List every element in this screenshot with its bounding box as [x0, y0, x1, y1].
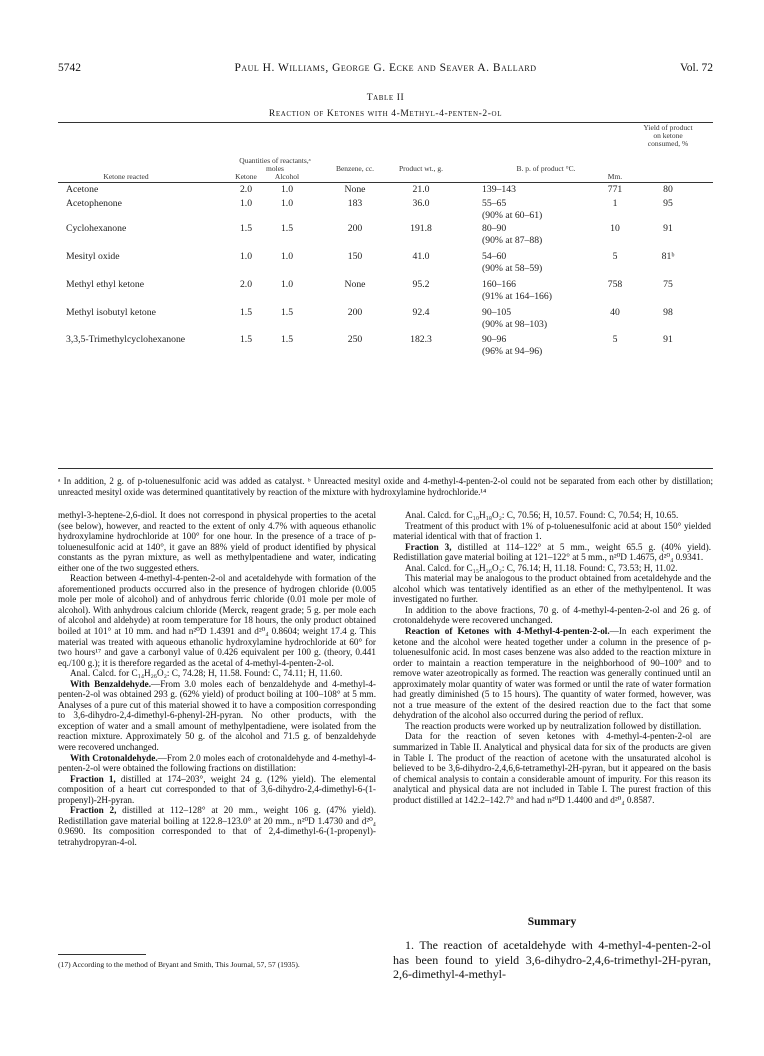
- left-para-7: [58, 805, 376, 847]
- cell-ketone-moles: 1.0: [239, 198, 253, 209]
- fraction1-text: distilled at 174–203°, weight 24 g. (12% yield). The elemental composition of a heart cut corresponded to that of 3,6-dihydro-2,4-dimethyl-6-(1-propenyl)-2H-pyran.: [58, 773, 376, 805]
- th-product: Product wt., g.: [399, 164, 443, 173]
- cell-yield: 81ᵇ: [661, 251, 675, 262]
- cell-benzene: 150: [347, 251, 363, 262]
- cell-ketone: Cyclohexanone: [66, 223, 127, 234]
- summary-section: [393, 938, 711, 982]
- th-q-alcohol: Alcohol: [274, 172, 300, 181]
- ketones-text: —In each experiment the ketone and the alcohol were heated together under a column in the presence of p-toluenesulfonic acid. In most cases benzene was also added to the reaction mixture in order to maintain a reaction temperature in the neighborhood of 90–100° and to remove water azeotropically as formed. The reaction was generally continued until an approximately molar quantity of water was formed or until the rate of water formation had greatly diminished (5 to 15 hours). The quantity of water formed, however, was not a true measure of the extent of the desired reaction due to the fact that some dehydration of the alcohol also occurred during the period of reflux.: [393, 626, 712, 721]
- benzaldehyde-text: —From 3.0 moles each of benzaldehyde and 4-methyl-4-penten-2-ol was obtained 293 g. (62% yield) of product boiling at 100–108° at 5 mm. Analyses of a pure cut of this material showed it to have a composition corresponding to 3,6-dihydro-2,4-dimethyl-6-phenyl-2H-pyran. No other products, with the exception of water and a small amount of methylpentadiene, were isolated from the reaction mixture. Approximately 50 g. of the alcohol and 71.5 g. of benzaldehyde were recovered unchanged.: [58, 678, 376, 753]
- cell-bp-fraction: (90% at 60–61): [482, 210, 543, 221]
- left-para-6: [58, 774, 376, 806]
- cell-product-wt: 36.0: [412, 198, 430, 209]
- th-benzene: Benzene, cc.: [335, 164, 375, 173]
- table-header-rule: [58, 182, 713, 183]
- right-column: [393, 510, 711, 805]
- cell-ketone: Methyl ethyl ketone: [66, 279, 145, 290]
- cell-benzene: 250: [347, 334, 363, 345]
- cell-product-wt: 191.8: [410, 223, 432, 234]
- fraction2-heading: Fraction 2,: [70, 805, 117, 816]
- cell-ketone-moles: 1.0: [239, 251, 253, 262]
- cell-yield: 75: [663, 279, 673, 290]
- fraction2-text: distilled at 112–128° at 20 mm., weight 106 g. (47% yield). Redistillation gave material boiling at 122.8–123.0° at 20 mm., n²⁰D 1.4730 and d²⁰₄ 0.9690. Its composition corresponded to that of 2,4-dimethyl-6-(1-propenyl)-tetrahydropyran-4-ol.: [58, 805, 376, 847]
- crotonaldehyde-text: —From 2.0 moles each of crotonaldehyde and 4-methyl-4-penten-2-ol were obtained the following fractions on distillation:: [58, 752, 376, 774]
- cell-mm: 1: [612, 198, 618, 209]
- cell-bp-fraction: (90% at 58–59): [482, 263, 543, 274]
- cell-bp-fraction: (90% at 87–88): [482, 235, 543, 246]
- cell-ketone: Acetophenone: [66, 198, 122, 209]
- fraction3-text: distilled at 114–122° at 5 mm., weight 65.5 g. (40% yield). Redistillation gave material boiling at 121–122° at 5 mm., n²⁰D 1.4675, d²⁰₄ 0.9341.: [393, 541, 711, 563]
- right-para-2: Treatment of this product with 1% of p-toluenesulfonic acid at about 150° yielded material identical with that of fraction 1.: [393, 520, 711, 542]
- cell-bp: 139–143: [482, 184, 516, 195]
- cell-ketone: Methyl isobutyl ketone: [66, 307, 156, 318]
- cell-product-wt: 182.3: [410, 334, 432, 345]
- cell-mm: 5: [612, 251, 618, 262]
- cell-alcohol-moles: 1.0: [280, 251, 294, 262]
- th-yield: Yield of product on ketone consumed, %: [643, 123, 693, 149]
- th-q-ketone: Ketone: [235, 172, 257, 181]
- page-number: 5742: [58, 62, 81, 74]
- cell-yield: 80: [663, 184, 673, 195]
- right-para-9: Data for the reaction of seven ketones with 4-methyl-4-penten-2-ol are summarized in Table II. Analytical and physical data for six of the products are given in Table I. The product of the reaction of acetone with the unsaturated alcohol is believed to be 3,6-dihydro-2,4,6,6-tetramethyl-2H-pyran, but it appeared on the basis of chemical analysis to contain a considerable amount of impurity. For this reason its analytical and physical data are not included in Table I. The purest fraction of this product distilled at 142.2–142.7° and had n²⁰D 1.4400 and d²⁰₄ 0.8587.: [393, 731, 711, 805]
- cell-bp: 90–96: [482, 334, 507, 345]
- cell-yield: 91: [663, 223, 673, 234]
- left-para-3: Anal. Calcd. for C₁₄H₂₆O₂: C, 74.28; H, 11.58. Found: C, 74.11; H, 11.60.: [70, 668, 343, 679]
- table-bottom-rule: [58, 468, 713, 469]
- volume-label: Vol. 72: [679, 62, 713, 74]
- cell-product-wt: 92.4: [412, 307, 430, 318]
- benzaldehyde-heading: With Benzaldehyde.: [70, 678, 151, 689]
- cell-mm: 10: [610, 223, 620, 234]
- th-ketone: Ketone reacted: [103, 172, 149, 181]
- right-para-1: Anal. Calcd. for C₁₀H₁₈O₂: C, 70.56; H, 10.57. Found: C, 70.54; H, 10.65.: [405, 510, 679, 520]
- cell-yield: 91: [663, 334, 673, 345]
- summary-para-1: 1. The reaction of acetaldehyde with 4-methyl-4-penten-2-ol has been found to yield 3,6-dihydro-2,4,6-trimethyl-2H-pyran, 2,6-dimethyl-4-methyl-: [393, 938, 711, 982]
- left-para-1: methyl-3-heptene-2,6-diol. It does not correspond in physical properties to the acetal (see below), however, and reacted to the extent of only 4.7% with aqueous ethanolic hydroxylamine hydrochloride at 100° for one hour. In the presence of a trace of p-toluenesulfonic acid at 140°, it gave an 88% yield of product identified by physical constants as the pyran mixture, as well as methylpentadiene and water, indicating either one of the two suggested ethers.: [58, 510, 376, 573]
- cell-bp: 90–105: [482, 307, 512, 318]
- cell-alcohol-moles: 1.5: [280, 223, 294, 234]
- cell-alcohol-moles: 1.5: [280, 307, 294, 318]
- cell-bp-fraction: (96% at 94–96): [482, 346, 543, 357]
- cell-ketone-moles: 2.0: [239, 279, 253, 290]
- crotonaldehyde-heading: With Crotonaldehyde.: [70, 752, 158, 763]
- cell-mm: 5: [612, 334, 618, 345]
- fraction3-heading: Fraction 3,: [405, 541, 452, 552]
- fraction1-heading: Fraction 1,: [70, 773, 116, 784]
- cell-product-wt: 21.0: [412, 184, 430, 195]
- cell-mm: 40: [610, 307, 620, 318]
- cell-alcohol-moles: 1.0: [280, 198, 294, 209]
- left-column: [58, 510, 376, 848]
- right-para-7: [393, 626, 711, 721]
- cell-benzene: None: [344, 279, 366, 290]
- cell-ketone: 3,3,5-Trimethylcyclohexanone: [66, 334, 186, 345]
- authors-line: Paul H. Williams, George G. Ecke and Seaver A. Ballard: [234, 62, 537, 74]
- cell-benzene: 183: [347, 198, 363, 209]
- cell-mm: 771: [607, 184, 623, 195]
- th-quantities: Quantities of reactants,ᵃ moles: [239, 156, 311, 174]
- cell-benzene: 200: [347, 223, 363, 234]
- cell-yield: 98: [663, 307, 673, 318]
- reference-17: (17) According to the method of Bryant and Smith, This Journal, 57, 57 (1935).: [58, 960, 300, 969]
- left-para-2: Reaction between 4-methyl-4-penten-2-ol and acetaldehyde with formation of the aforementioned products occurred also in the presence of hydrogen chloride (0.005 mole per mole of alcohol) and of anhydrous ferric chloride (0.01 mole per mole of alcohol). With anhydrous calcium chloride (Merck, reagent grade; 5 g. per mole each of alcohol and aldehyde) at room temperature for 18 hours, the only product obtained boiled at 101° at 10 mm. and had n²⁰D 1.4391 and d²⁰₄ 0.8604; weight 17.4 g. This material was treated with aqueous ethanolic hydroxylamine hydrochloride at 60° for two hours¹⁷ and gave a carbonyl value of 0.426 equivalent per 100 g. (theory, 0.441 eq./100 g.); it is therefore regarded as the acetal of 4-methyl-4-penten-2-ol.: [58, 573, 376, 668]
- table-caption: Table II: [366, 93, 405, 103]
- reference-rule: [58, 954, 146, 955]
- cell-ketone: Acetone: [66, 184, 99, 195]
- table-title: Reaction of Ketones with 4-Methyl-4-penten-2-ol: [268, 109, 503, 119]
- left-para-5: [58, 753, 376, 774]
- cell-bp-fraction: (90% at 98–103): [482, 319, 548, 330]
- cell-yield: 95: [663, 198, 673, 209]
- cell-benzene: 200: [347, 307, 363, 318]
- th-mm: Mm.: [607, 172, 623, 181]
- left-para-4: [58, 679, 376, 753]
- right-para-3: [393, 542, 711, 563]
- cell-ketone: Mesityl oxide: [66, 251, 120, 262]
- cell-bp: 160–166: [482, 279, 516, 290]
- right-para-8: The reaction products were worked up by neutralization followed by distillation.: [405, 720, 702, 731]
- th-bp: B. p. of product °C.: [516, 164, 576, 173]
- cell-alcohol-moles: 1.0: [280, 279, 294, 290]
- table-top-rule: [58, 122, 713, 123]
- cell-bp-fraction: (91% at 164–166): [482, 291, 552, 302]
- cell-ketone-moles: 1.5: [239, 334, 253, 345]
- table-footnote: ᵃ In addition, 2 g. of p-toluenesulfonic acid was added as catalyst. ᵇ Unreacted mesityl oxide and 4-methyl-4-penten-2-ol could not be separated from each other by distillation; unreacted mesityl oxide was determined quantitatively by reaction of the mixture with hydroxylamine hydrochloride.¹⁴: [58, 476, 713, 497]
- cell-bp: 55–65: [482, 198, 507, 209]
- cell-ketone-moles: 1.5: [239, 223, 253, 234]
- cell-bp: 54–60: [482, 251, 507, 262]
- cell-bp: 80–90: [482, 223, 507, 234]
- cell-ketone-moles: 2.0: [239, 184, 253, 195]
- cell-mm: 758: [607, 279, 623, 290]
- cell-ketone-moles: 1.5: [239, 307, 253, 318]
- right-para-6: In addition to the above fractions, 70 g. of 4-methyl-4-penten-2-ol and 26 g. of crotonaldehyde were recovered unchanged.: [393, 604, 711, 626]
- ketones-heading: Reaction of Ketones with 4-Methyl-4-penten-2-ol.: [405, 626, 610, 637]
- right-para-5: This material may be analogous to the product obtained from acetaldehyde and the alcohol which was tentatively identified as an ether of the methylpentenol. It was investigated no further.: [393, 573, 711, 605]
- cell-product-wt: 41.0: [412, 251, 430, 262]
- cell-alcohol-moles: 1.0: [280, 184, 294, 195]
- summary-heading: Summary: [527, 916, 577, 928]
- cell-benzene: None: [344, 184, 366, 195]
- cell-alcohol-moles: 1.5: [280, 334, 294, 345]
- cell-product-wt: 95.2: [412, 279, 430, 290]
- right-para-4: Anal. Calcd. for C₁₅H₂₆O₂: C, 76.14; H, 11.18. Found: C, 73.53; H, 11.02.: [405, 562, 678, 573]
